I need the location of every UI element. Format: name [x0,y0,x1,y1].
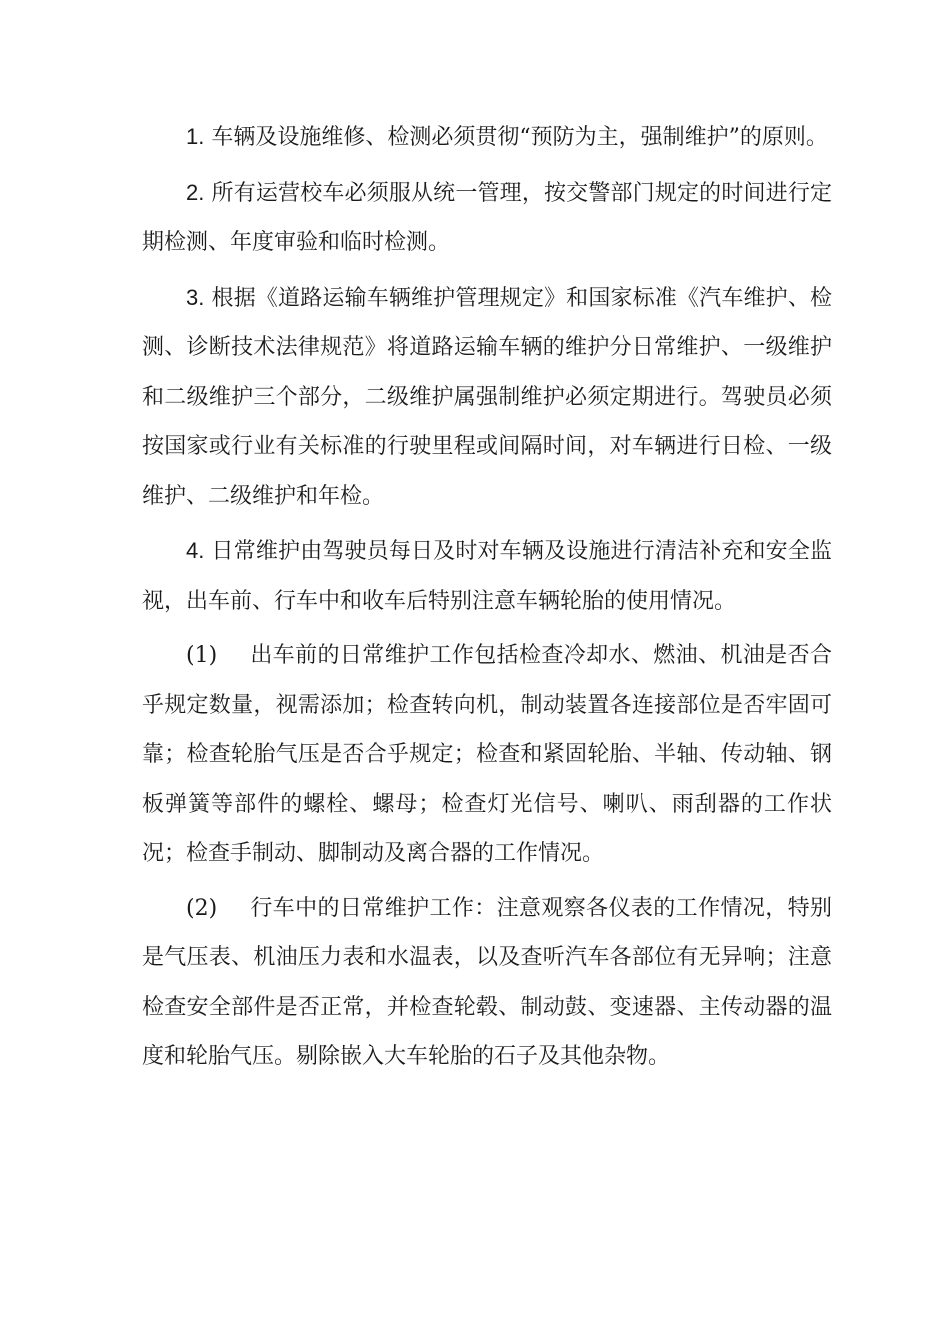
paragraph-text: 行车中的日常维护工作：注意观察各仪表的工作情况，特别是气压表、机油压力表和水温表，以及查听汽车各部位有无异响；注意检查安全部件是否正常，并检查轮毂、制动鼓、变速器、主传动器的温度和轮胎气压。剔除嵌入大车轮胎的石子及其他杂物。 [142,895,832,1069]
paragraph-number: 3. [186,284,205,310]
paragraph-number: 1. [186,124,205,149]
paragraph-text: 车辆及设施维修、检测必须贯彻“预防为主，强制维护”的原则。 [211,125,828,150]
paragraph-number: 4. [186,538,205,563]
subparagraph-number: (2) [186,895,218,921]
paragraph-text: 根据《道路运输车辆维护管理规定》和国家标准《汽车维护、检测、诊断技术法律规范》将道路运输车辆的维护分日常维护、一级维护和二级维护三个部分，二级维护属强制维护必须定期进行。驾驶员必须按国家或行业有关标准的行驶里程或间隔时间，对车辆进行日检、一级维护、二级维护和年检。 [142,285,832,509]
paragraph-text: 日常维护由驾驶员每日及时对车辆及设施进行清洁补充和安全监视，出车前、行车中和收车后特别注意车辆轮胎的使用情况。 [142,539,832,614]
document-body [142,112,832,1082]
paragraph-3 [142,273,832,522]
paragraph-1 [142,112,832,163]
subparagraph-1 [142,631,832,879]
paragraph-4 [142,526,832,626]
paragraph-text: 出车前的日常维护工作包括检查冷却水、燃油、机油是否合乎规定数量，视需添加；检查转向机，制动装置各连接部位是否牢固可靠；检查轮胎气压是否合乎规定；检查和紧固轮胎、半轴、传动轴、钢板弹簧等部件的螺栓、螺母；检查灯光信号、喇叭、雨刮器的工作状况；检查手制动、脚制动及离合器的工作情况。 [142,643,832,866]
paragraph-text: 所有运营校车必须服从统一管理，按交警部门规定的时间进行定期检测、年度审验和临时检测。 [142,180,832,255]
paragraph-2 [142,168,832,268]
subparagraph-number: (1) [186,643,218,668]
paragraph-number: 2. [186,179,205,205]
subparagraph-2 [142,884,832,1082]
